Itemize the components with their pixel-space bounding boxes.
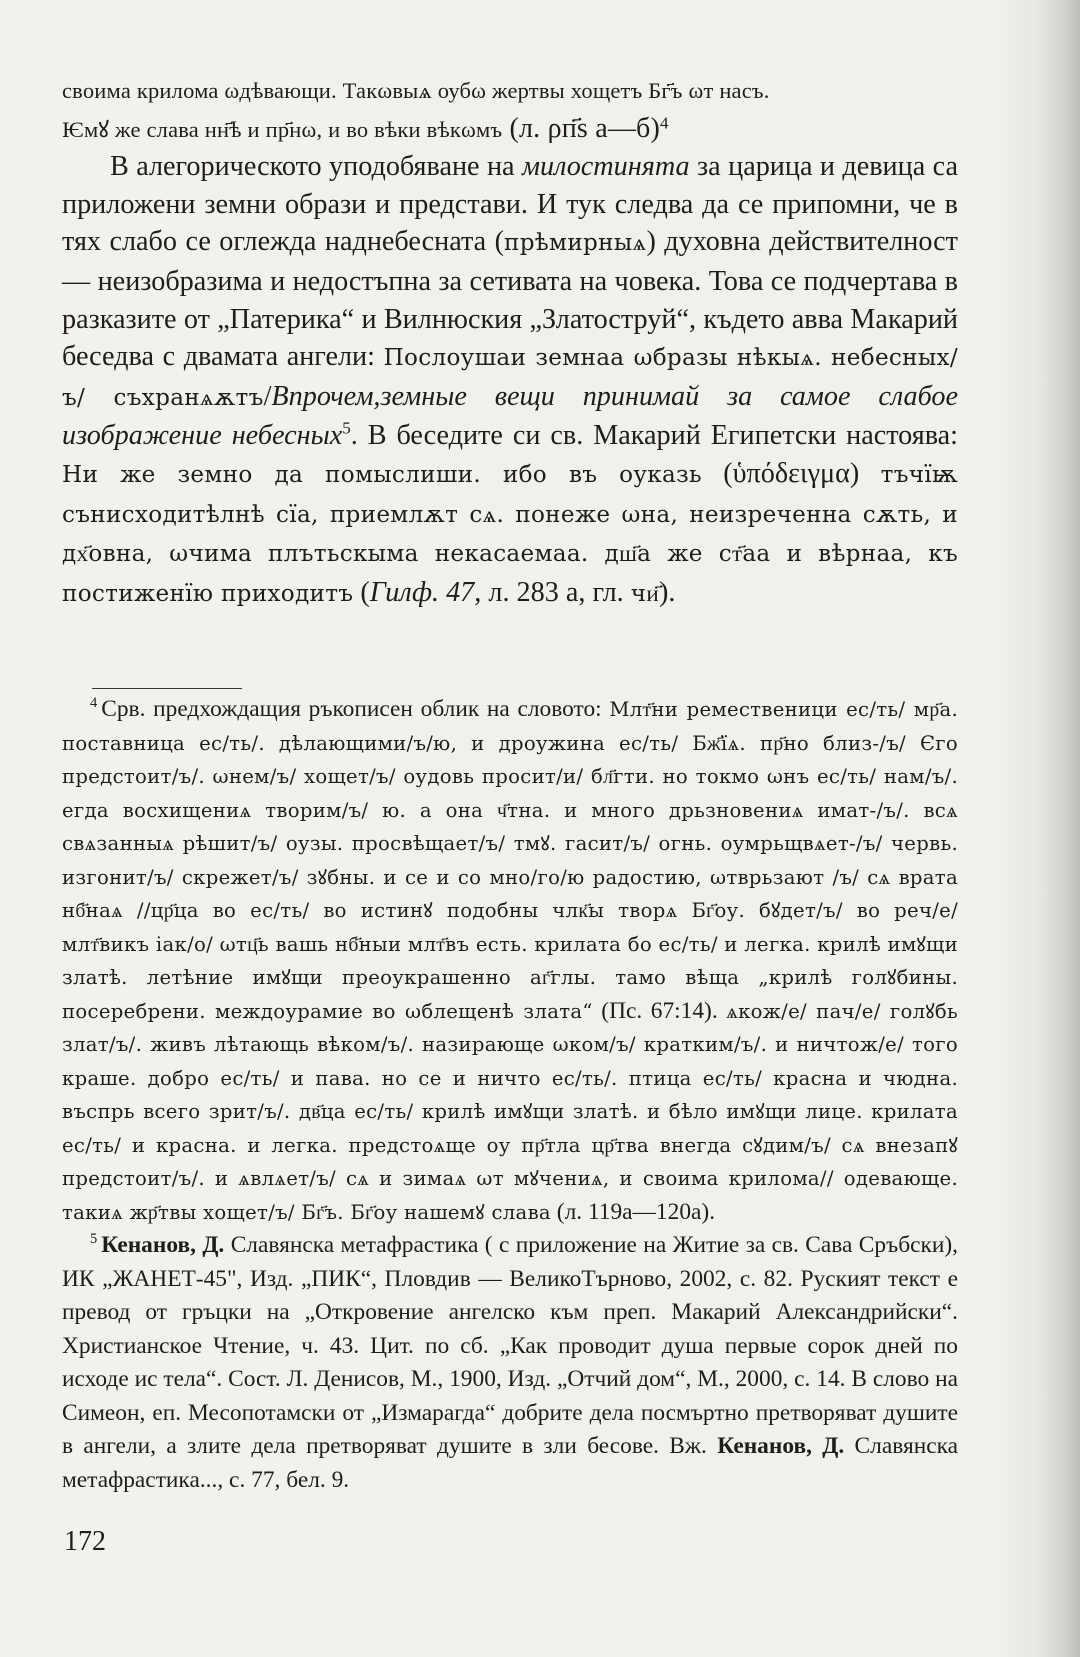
text-run: . В беседите си св. Макарий Египетски настоява:	[350, 420, 958, 452]
footnote-ref-5: 5	[342, 418, 351, 438]
page-number: 172	[64, 1526, 106, 1557]
footnote-ref-4: 4	[660, 113, 669, 133]
footnote-4	[62, 693, 958, 1229]
ocs-quote-line-2	[62, 110, 958, 149]
text-run: /	[263, 380, 272, 412]
footnote-separator	[92, 688, 242, 689]
ocs-quote: Послоушаи земнаа ωбразы нѣкыѧ. небесных/ъ/ съхранѧѫтъ	[62, 345, 958, 411]
italic-translation: Впрочем,земные вещи принимай за самое слабое изображение небесных	[62, 380, 958, 452]
author-name: Кенанов, Д.	[101, 1232, 225, 1258]
italic-source: Гилф. 47,	[369, 576, 482, 608]
footnote-number: 5	[90, 1231, 98, 1248]
ocs-text: Ѥмꙋ же слава нн҃ѣ и пр҃нω, и во вѣки вѣкωмъ	[62, 116, 503, 142]
reference: (л. ρп҃ѕ а—б)	[502, 112, 661, 144]
footnote-5	[62, 1229, 958, 1497]
text-run: за царица и девица са приложени земни образи и представи. И тук следва да се припомни, че в тях слабо се оглежда наднебесната (	[62, 151, 958, 258]
ocs-quote: Млт҃ни ремественици ес/ть/ мр҃а. поставница ес/ть/. дѣлающими/ъ/ю, и дроужина ес/ть/ Бж҃їѧ. пр҃но близ-/ъ/ Єго предстоит/ъ/. ωнем/ъ/ хощет/ъ/ оудовь просит/и/ бл҃гти. но токмо ωнъ ес/ть/ нам/ъ/. егда восхищениѧ творим/ъ/ ю. а она ч҃тна. и много дрьзновениѧ имат-/ъ/. всѧ свѧзанныѧ рѣшит/ъ/ оузы. просвѣщает/ъ/ тмꙋ. гасит/ъ/ огнь. оумрьщвѧет-/ъ/ червь. изгонит/ъ/ скрежет/ъ/ зꙋбны. и се и со мно/го/ю радостию, ωтврьзают /ъ/ сѧ врата нб҃наѧ //цр҃ца во ес/ть/ во истинꙋ подобны члк҃ы творѧ Бг҃оу. бꙋдет/ъ/ во реч/е/ млт҃викъ іак/о/ ωтц҃ь вашь нб҃ныи млт҃въ есть. крилата бо ес/ть/ и легка. крилѣ имꙋщи златѣ. летѣние имꙋщи преоукрашенно аг҃глы. тамо вѣща „крилѣ голꙋбины. посеребрени. междоурамие во ωблещенѣ злата“	[62, 698, 958, 1023]
main-text	[62, 72, 958, 613]
binding-shadow	[1040, 0, 1080, 1657]
footnote-text: (Пс. 67:14).	[592, 997, 727, 1024]
text-run: ) духовна действителност — неизобразима и недостъпна за сетивата на човека. Това се подчертава в разказите от „Патерика“ и Вилнюския „Златоструй“, където авва Макарий беседва с двамата ангели:	[62, 226, 958, 373]
footnote-text: (л. 119а—120а).	[550, 1198, 716, 1225]
author-name: Кенанов, Д.	[717, 1433, 845, 1459]
footnote-text: Славянска метафрастика..., с. 77, бел. 9.	[62, 1433, 958, 1493]
text-run: ).	[659, 576, 676, 608]
ocs-quote: ѧкож/е/ пач/е/ голꙋбь злат/ъ/. живъ лѣтающь вѣком/ъ/. назирающе ωком/ъ/ кратким/ъ/. и ничтож/е/ того краше. добро ес/ть/ и пава. но се и ничто ес/ть/. птица ес/ть/ красна и чюдна. въспрь всего зрит/ъ/. дв҃ца ес/ть/ крилѣ имꙋщи златѣ. и бѣло имꙋщи лице. крилата ес/ть/ и красна. и легка. предстоѧще оу пр҃тла цр҃тва внегда сꙋдим/ъ/ сѧ внезапꙋ предстоит/ъ/. и ѧвлѧет/ъ/ сѧ и зимаѧ ωт мꙋчениѧ, и своима крилома// одевающе. такиѧ жр҃твы хощет/ъ/ Бг҃ъ. Бг҃оу нашемꙋ слава	[62, 999, 958, 1224]
footnote-text: Срв. предхождащия ръкописен облик на словото:	[101, 696, 610, 722]
text-run: В алегорическото уподобяване на	[110, 151, 522, 183]
ocs-number: чи҃	[630, 580, 660, 607]
footnote-text: Славянска метафрастика ( с приложение на Житие за св. Сава Сръбски), ИК „ЖАНЕТ-45", Изд. „ПИК“, Пловдив — ВеликоТърново, 2002, с. 82. Руският текст е превод от гръцки на „Откровение ангелско към преп. Макарий Александрийски“. Христианское Чтение, ч. 43. Цит. по сб. „Как проводит душа первые сорок дней по исходе ис тела“. Сост. Л. Денисов, М., 1900, Изд. „Отчий дом“, М., 2000, с. 14. В слово на Симеон, еп. Месопотамски от „Измарагда“ добрите дела посмъртно претворяват душите в ангели, а злите дела претворяват душите в зли бесове. Вж.	[62, 1232, 958, 1459]
greek-term: (ὑπόδειγμα)	[701, 457, 881, 489]
paragraph	[62, 148, 958, 613]
ocs-text: своима крилома ωдѣвающи. Такωвыѧ оубω жертвы хощетъ Бг҃ъ ωт насъ.	[62, 78, 770, 103]
text-run: л. 283 а, гл.	[481, 576, 631, 608]
ocs-term: прѣмирныѧ	[504, 230, 647, 257]
footnotes	[62, 693, 958, 1497]
ocs-quote: Ни же земно да помыслиши. ибо въ оуказь	[62, 461, 702, 488]
ocs-quote-line-1	[62, 72, 958, 110]
italic-term: милостинята	[521, 151, 690, 183]
text-run: (	[353, 576, 370, 608]
footnote-number: 4	[90, 695, 98, 712]
ocs-quote: тъчїѭ сънисходитѣлнѣ сїа, приемлѫт сѧ. понеже ωна, неизреченна сѫть, и дх҃овна, ωчима плътьскыма некасаемаа. дш҃а же ст҃аа и вѣрнаа, къ постиженїю приходитъ	[62, 461, 958, 607]
